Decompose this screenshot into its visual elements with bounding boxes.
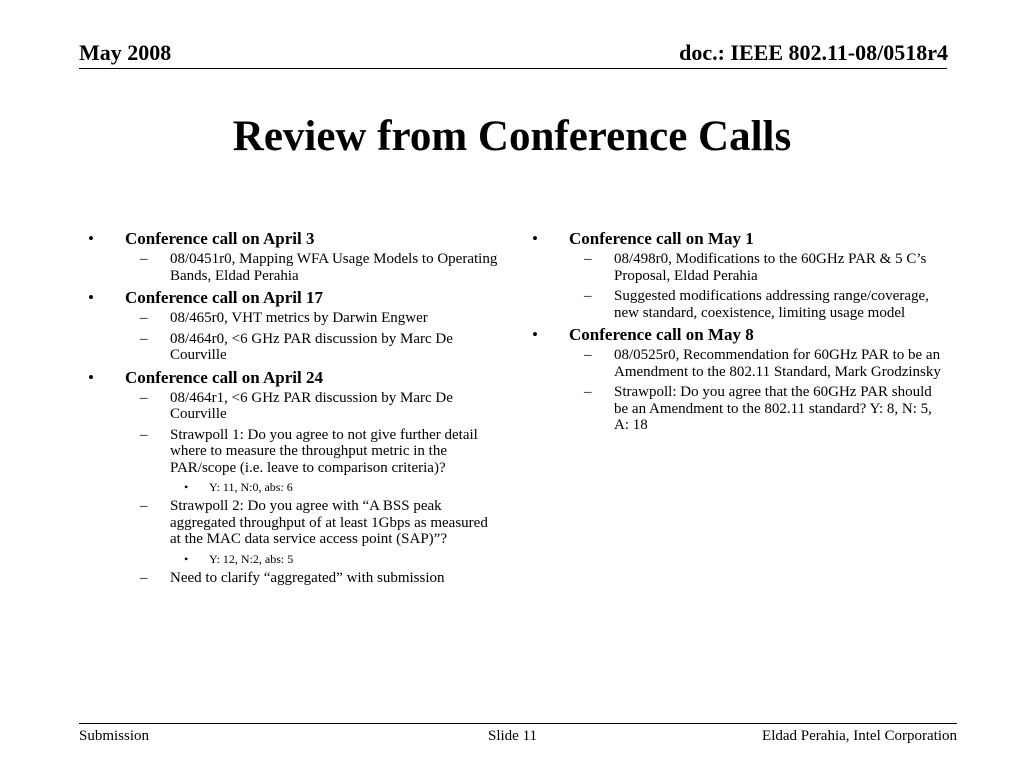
vote-result-item-marker: • xyxy=(184,480,189,494)
header-doc-number: doc.: IEEE 802.11-08/0518r4 xyxy=(679,40,948,65)
sub-bullet-item xyxy=(569,384,942,434)
sub-bullet-item-text: 08/464r1, <6 GHz PAR discussion by Marc De Courville xyxy=(170,389,453,422)
sub-bullet-item-marker: – xyxy=(584,251,592,267)
bullet-item xyxy=(88,288,498,307)
sub-bullet-item xyxy=(125,390,498,423)
bullet-item-marker: • xyxy=(88,288,94,307)
sub-bullet-item-marker: – xyxy=(140,389,148,406)
bullet-item-text: Conference call on April 24 xyxy=(125,367,323,387)
bullet-item xyxy=(532,325,942,344)
bullet-item xyxy=(532,229,942,248)
footer-author: Eldad Perahia, Intel Corporation xyxy=(762,728,957,744)
sub-bullet-item-text: Suggested modifications addressing range/coverage, new standard, coexistence, limiting usage model xyxy=(614,288,929,321)
sub-bullet-item xyxy=(569,288,942,321)
sub-bullet-item-marker: – xyxy=(140,569,148,586)
footer-slide-number: Slide 11 xyxy=(488,728,538,744)
sub-bullet-item-marker: – xyxy=(140,426,148,443)
bullet-item-marker: • xyxy=(88,367,94,387)
sub-bullet-item xyxy=(569,347,942,380)
vote-result-item-text: Y: 11, N:0, abs: 6 xyxy=(209,480,293,494)
bullet-item-marker: • xyxy=(532,325,538,344)
bullet-item xyxy=(88,368,498,387)
sub-bullet-item xyxy=(125,310,498,327)
sub-bullet-item-text: 08/498r0, Modifications to the 60GHz PAR & 5 C’s Proposal, Eldad Perahia xyxy=(614,251,927,284)
bullet-item-marker: • xyxy=(88,229,94,248)
sub-bullet-item-text: 08/0451r0, Mapping WFA Usage Models to Operating Bands, Eldad Perahia xyxy=(170,251,498,284)
slide-title: Review from Conference Calls xyxy=(232,113,792,160)
bullet-item-text: Conference call on April 17 xyxy=(125,288,323,307)
bullet-item-text: Conference call on May 8 xyxy=(569,325,754,344)
sub-bullet-item-marker: – xyxy=(140,498,148,514)
sub-bullet-item-text: 08/464r0, <6 GHz PAR discussion by Marc De Courville xyxy=(170,330,453,363)
sub-bullet-item xyxy=(125,427,498,477)
sub-bullet-item-marker: – xyxy=(140,330,148,347)
sub-bullet-item-marker: – xyxy=(584,347,592,363)
sub-bullet-item-text: 08/465r0, VHT metrics by Darwin Engwer xyxy=(170,310,428,326)
sub-bullet-item xyxy=(569,251,942,284)
sub-bullet-item-marker: – xyxy=(140,251,148,267)
header-date: May 2008 xyxy=(79,40,172,65)
sub-bullet-item xyxy=(125,331,498,364)
sub-bullet-item-text: 08/0525r0, Recommendation for 60GHz PAR to be an Amendment to the 802.11 Standard, Mark Grodzinsky xyxy=(614,347,941,380)
sub-bullet-item xyxy=(125,570,498,587)
bullet-item-marker: • xyxy=(532,229,538,248)
vote-result-item xyxy=(170,480,498,494)
sub-bullet-item-text: Strawpoll 2: Do you agree with “A BSS peak aggregated throughput of at least 1Gbps as measured at the MAC data service access point (SAP)”? xyxy=(170,498,488,547)
vote-result-item-text: Y: 12, N:2, abs: 5 xyxy=(209,551,294,566)
sub-bullet-item-text: Need to clarify “aggregated” with submission xyxy=(170,569,445,586)
sub-bullet-item xyxy=(125,498,498,548)
footer-submission: Submission xyxy=(79,728,150,744)
vote-result-item-marker: • xyxy=(184,551,189,566)
sub-bullet-item-marker: – xyxy=(584,288,592,304)
left-column xyxy=(88,226,498,590)
vote-result-item xyxy=(170,552,498,566)
header-divider xyxy=(79,68,947,69)
bullet-item-text: Conference call on April 3 xyxy=(125,229,315,248)
sub-bullet-item-marker: – xyxy=(584,384,592,400)
footer-divider xyxy=(79,723,957,724)
sub-bullet-item-marker: – xyxy=(140,310,148,326)
bullet-item xyxy=(88,229,498,248)
bullet-item-text: Conference call on May 1 xyxy=(569,229,754,248)
sub-bullet-item-text: Strawpoll 1: Do you agree to not give further detail where to measure the throughput metric in the PAR/scope (i.e. leave to comparison criteria)? xyxy=(170,426,478,476)
right-column xyxy=(532,226,942,438)
sub-bullet-item xyxy=(125,251,498,284)
sub-bullet-item-text: Strawpoll: Do you agree that the 60GHz PAR should be an Amendment to the 802.11 standard? Y: 8, N: 5, A: 18 xyxy=(614,384,932,433)
